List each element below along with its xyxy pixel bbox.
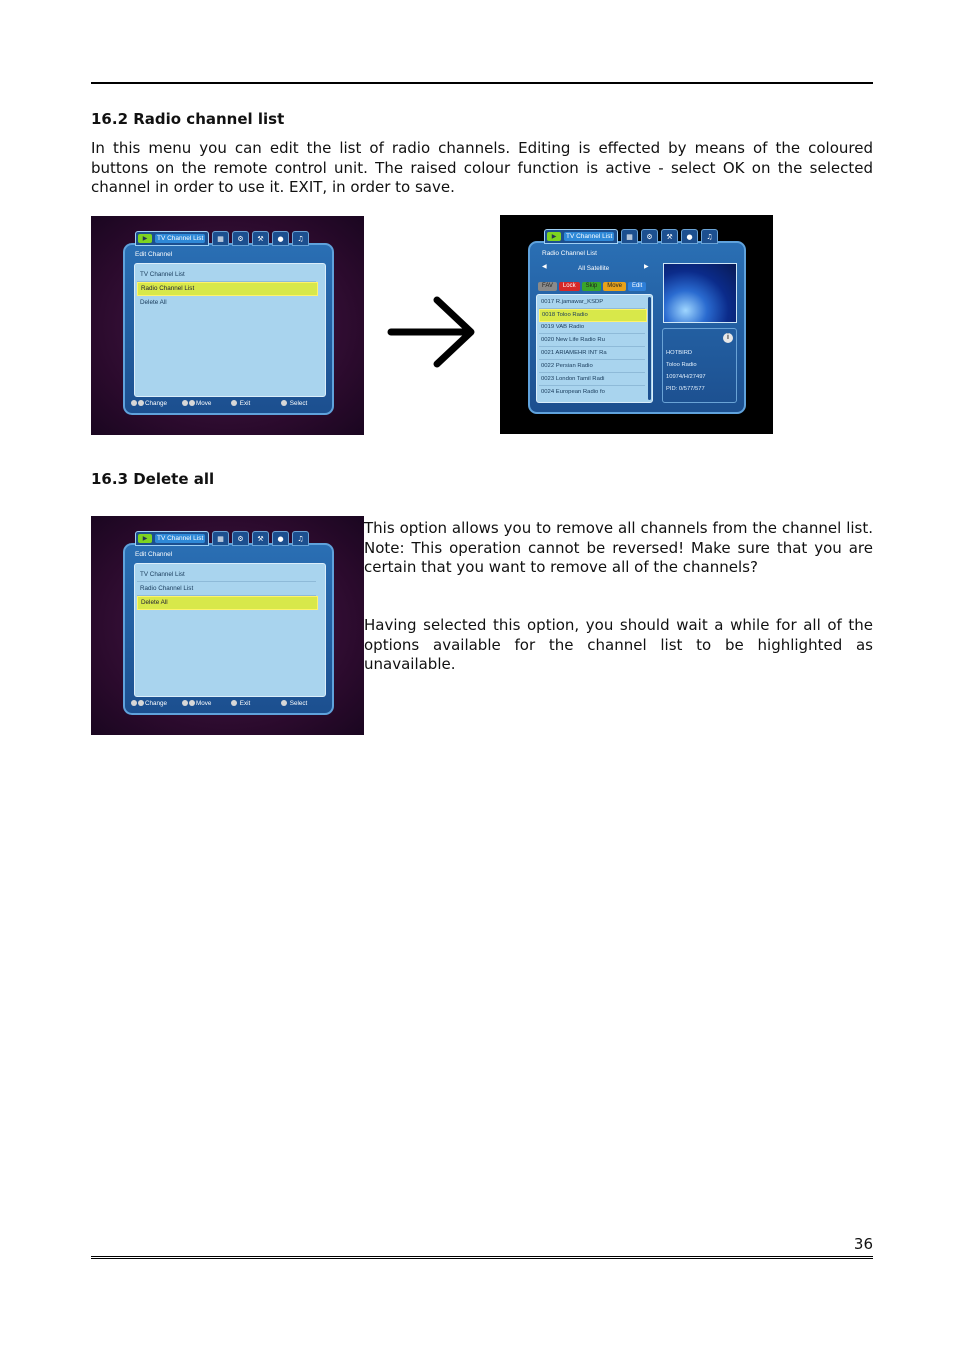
tools-icon: ⚒ [666, 232, 673, 241]
tab-tools[interactable] [661, 229, 678, 244]
tab-settings[interactable] [232, 531, 249, 546]
games-icon: ● [277, 234, 284, 243]
exit-key-icon [231, 400, 237, 406]
info-icon: i [723, 333, 733, 343]
tools-icon: ⚒ [257, 534, 264, 543]
channel-info-panel [662, 328, 737, 403]
menu-item-delete-all[interactable]: Delete All [137, 596, 318, 610]
channel-row[interactable]: 0022 Persian Radio [539, 361, 645, 373]
fav-button[interactable]: FAV [538, 282, 557, 291]
channel-list [536, 294, 653, 403]
footer-select-label: Select [289, 400, 308, 407]
tab-tv-channel-list[interactable] [135, 231, 209, 246]
tv-icon: ▶ [138, 534, 152, 543]
grid-icon: ▦ [217, 234, 224, 243]
channel-scrollbar[interactable] [648, 297, 651, 400]
media-icon: ♫ [297, 534, 304, 543]
satellite-next-icon[interactable]: ▶ [644, 263, 649, 270]
radio-list-title: Radio Channel List [542, 250, 597, 257]
footer-bar [131, 700, 326, 710]
up-down-key-icon [189, 700, 195, 706]
top-rule [91, 82, 873, 84]
footer-change-label: Change [145, 700, 168, 707]
menu-frame [123, 534, 334, 715]
media-icon: ♫ [297, 234, 304, 243]
channel-row[interactable]: 0021 ARIAMEHR INT Ra [539, 348, 645, 360]
preview-window [663, 263, 737, 323]
tab-label: TV Channel List [157, 235, 204, 242]
tab-media[interactable] [292, 231, 309, 246]
page-number: 36 [853, 1235, 873, 1253]
footer-move-label: Move [196, 700, 212, 707]
tab-settings[interactable] [232, 231, 249, 246]
color-button-bar [538, 282, 646, 292]
tab-games[interactable] [272, 531, 289, 546]
right-arrow-icon [385, 290, 481, 374]
up-down-key-icon [189, 400, 195, 406]
tab-installation[interactable] [212, 531, 229, 546]
tab-label: TV Channel List [157, 535, 204, 542]
menu-item-radio-channel-list[interactable]: Radio Channel List [137, 583, 316, 596]
tab-installation[interactable] [212, 231, 229, 246]
grid-icon: ▦ [217, 534, 224, 543]
footer-select-label: Select [289, 700, 308, 707]
screenshot-edit-channel-delete-all [91, 516, 364, 735]
tools-icon: ⚒ [257, 234, 264, 243]
footer-exit-label: Exit [239, 700, 251, 707]
games-icon: ● [277, 534, 284, 543]
tab-tools[interactable] [252, 531, 269, 546]
tab-settings[interactable] [641, 229, 658, 244]
left-right-key-icon [131, 400, 137, 406]
delete-all-paragraph-1: This option allows you to remove all channels from the channel list. Note: This operation cannot be reversed! Make sure that you are certain that you want to remove all of the channels? [364, 519, 873, 576]
tv-icon: ▶ [547, 232, 561, 241]
screenshot-radio-channel-list [500, 215, 773, 434]
tab-games[interactable] [681, 229, 698, 244]
left-right-key-icon [138, 400, 144, 406]
menu-list [134, 263, 326, 397]
menu-list [134, 563, 326, 697]
channel-row[interactable]: 0019 VAB Radio [539, 322, 645, 334]
left-right-key-icon [131, 700, 137, 706]
tab-label: TV Channel List [566, 233, 613, 240]
ok-key-icon [281, 700, 287, 706]
menu-item-tv-channel-list[interactable]: TV Channel List [137, 569, 316, 582]
games-icon: ● [686, 232, 693, 241]
left-right-key-icon [138, 700, 144, 706]
ok-key-icon [281, 400, 287, 406]
section-heading-radio-channel-list: 16.2 Radio channel list [91, 110, 285, 128]
up-down-key-icon [182, 700, 188, 706]
tab-tv-channel-list[interactable] [544, 229, 618, 244]
menu-item-tv-channel-list[interactable]: TV Channel List [137, 269, 316, 282]
bottom-rule-1 [91, 1256, 873, 1257]
delete-all-paragraph-2: Having selected this option, you should wait a while for all of the options available for the channel list to be highlighted as unavailable. [364, 616, 873, 673]
gear-icon: ⚙ [237, 534, 244, 543]
footer-move-label: Move [196, 400, 212, 407]
channel-row[interactable]: 0024 European Radio fo [541, 389, 605, 395]
skip-button[interactable]: Skip [582, 282, 602, 291]
tab-installation[interactable] [621, 229, 638, 244]
bottom-rule-2 [91, 1258, 873, 1259]
move-button[interactable]: Move [603, 282, 626, 291]
edit-button[interactable]: Edit [628, 282, 646, 291]
info-pid: PID: 0/577/577 [666, 386, 705, 392]
section-paragraph-radio: In this menu you can edit the list of radio channels. Editing is effected by means of the coloured buttons on the remote control unit. The raised colour function is active - select OK on the selected channel in order to use it. EXIT, in order to save. [91, 139, 873, 196]
menu-tabs [135, 531, 309, 547]
channel-row[interactable]: 0023 London Tamil Radi [539, 374, 645, 386]
tab-media[interactable] [701, 229, 718, 244]
media-icon: ♫ [706, 232, 713, 241]
channel-row[interactable]: 0017 R.jamawar_KSDP [539, 297, 645, 309]
screenshot-edit-channel-radio [91, 216, 364, 435]
section-heading-delete-all: 16.3 Delete all [91, 470, 215, 488]
footer-exit-label: Exit [239, 400, 251, 407]
lock-button[interactable]: Lock [559, 282, 580, 291]
menu-title: Edit Channel [135, 251, 173, 258]
tab-tools[interactable] [252, 231, 269, 246]
menu-tabs [135, 231, 309, 247]
gear-icon: ⚙ [237, 234, 244, 243]
exit-key-icon [231, 700, 237, 706]
radio-frame-bg [500, 215, 773, 434]
info-channel: Toloo Radio [666, 362, 697, 368]
menu-title: Edit Channel [135, 551, 173, 558]
channel-row[interactable]: 0020 New Life Radio Ru [539, 335, 645, 347]
footer-change-label: Change [145, 400, 168, 407]
info-transponder: 10974/H/27497 [666, 374, 706, 380]
gear-icon: ⚙ [646, 232, 653, 241]
tv-icon: ▶ [138, 234, 152, 243]
satellite-name: All Satellite [578, 265, 610, 272]
tab-games[interactable] [272, 231, 289, 246]
footer-bar [131, 400, 326, 410]
menu-tabs [544, 229, 718, 245]
info-satellite: HOTBIRD [666, 350, 693, 356]
satellite-prev-icon[interactable]: ◀ [542, 263, 547, 270]
channel-row-selected[interactable]: 0018 Toloo Radio [539, 309, 647, 322]
tab-tv-channel-list[interactable] [135, 531, 209, 546]
menu-item-delete-all[interactable]: Delete All [140, 299, 167, 306]
menu-item-radio-channel-list[interactable]: Radio Channel List [137, 282, 318, 296]
up-down-key-icon [182, 400, 188, 406]
grid-icon: ▦ [626, 232, 633, 241]
menu-frame [123, 234, 334, 415]
tab-media[interactable] [292, 531, 309, 546]
